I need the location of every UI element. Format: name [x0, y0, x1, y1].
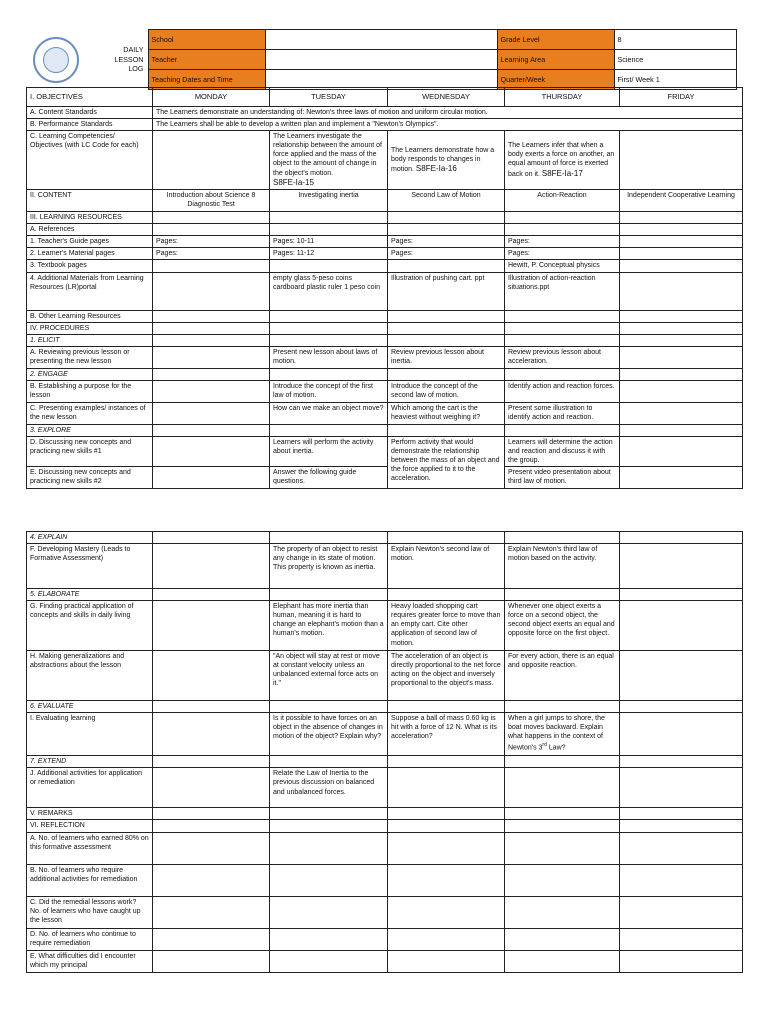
- generalizations-wednesday: The acceleration of an object is directly proportional to the net force acting on the object and inversely proportional to the object's mass.: [388, 651, 505, 701]
- elaborate-label: 5. ELABORATE: [27, 589, 153, 601]
- reflection-a-label: A. No. of learners who earned 80% on this formative assessment: [27, 832, 153, 864]
- presenting-examples-tuesday: How can we make an object move?: [270, 402, 388, 424]
- deped-logo: [26, 30, 86, 90]
- reviewing-lesson-label: A. Reviewing previous lesson or presenting the new lesson: [27, 346, 153, 368]
- teacher-field[interactable]: [265, 50, 497, 70]
- competencies-tuesday: The Learners investigate the relationship between the amount of force applied and the mass of the object to the amount of change in the object's motion. S8FE-Ia-15: [270, 131, 388, 190]
- presenting-examples-label: C. Presenting examples/ instances of the new lesson: [27, 402, 153, 424]
- grade-level-label: Grade Level: [497, 30, 614, 50]
- establishing-purpose-thursday: Identify action and reaction forces.: [505, 380, 620, 402]
- learning-area-label: Learning Area: [497, 50, 614, 70]
- reflection-c-label: C. Did the remedial lessons work? No. of learners who have caught up the lesson: [27, 896, 153, 928]
- additional-materials-tuesday: empty glass 5-peso coins cardboard plastic ruler 1 peso coin: [270, 272, 388, 310]
- textbook-thursday: Hewitt, P. Conceptual physics: [505, 260, 620, 272]
- day-header-tuesday: TUESDAY: [270, 88, 388, 107]
- reviewing-lesson-thursday: Review previous lesson about acceleration.: [505, 346, 620, 368]
- content-thursday: Action-Reaction: [505, 190, 620, 212]
- discussing-skills-2-label: E. Discussing new concepts and practicing new skills #2: [27, 467, 153, 489]
- teachers-guide-label: 1. Teacher's Guide pages: [27, 236, 153, 248]
- objectives-heading: I. OBJECTIVES: [27, 88, 153, 107]
- establishing-purpose-label: B. Establishing a purpose for the lesson: [27, 380, 153, 402]
- establishing-purpose-wednesday: Introduce the concept of the second law of motion.: [388, 380, 505, 402]
- discussing-skills-1-tuesday: Learners will perform the activity about inertia.: [270, 436, 388, 466]
- content-friday: Independent Cooperative Learning: [620, 190, 743, 212]
- competencies-friday: [620, 131, 743, 190]
- day-header-thursday: THURSDAY: [505, 88, 620, 107]
- establishing-purpose-tuesday: Introduce the concept of the first law of motion.: [270, 380, 388, 402]
- quarter-week-value[interactable]: First/ Week 1: [614, 70, 736, 90]
- engage-label: 2. ENGAGE: [27, 368, 153, 380]
- content-monday: Introduction about Science 8 Diagnostic Test: [153, 190, 270, 212]
- additional-activities-label: J. Additional activities for application or remediation: [27, 768, 153, 808]
- performance-standards-label: B. Performance Standards: [27, 119, 153, 131]
- learners-material-tuesday: Pages: 11-12: [270, 248, 388, 260]
- additional-materials-label: 4. Additional Materials from Learning Resources (LR)portal: [27, 272, 153, 310]
- learners-material-wednesday: Pages:: [388, 248, 505, 260]
- explain-label: 4. EXPLAIN: [27, 532, 153, 544]
- developing-mastery-wednesday: Explain Newton's second law of motion.: [388, 544, 505, 589]
- day-header-monday: MONDAY: [153, 88, 270, 107]
- content-label: II. CONTENT: [27, 190, 153, 212]
- explore-label: 3. EXPLORE: [27, 424, 153, 436]
- other-resources-label: B. Other Learning Resources: [27, 310, 153, 322]
- textbook-label: 3. Textbook pages: [27, 260, 153, 272]
- school-field[interactable]: [265, 30, 497, 50]
- additional-activities-tuesday: Relate the Law of Inertia to the previous discussion on balanced and unbalanced forces.: [270, 768, 388, 808]
- daily-lesson-log-title: DAILY LESSON LOG: [114, 44, 144, 74]
- content-tuesday: Investigating inertia: [270, 190, 388, 212]
- school-label: School: [148, 30, 265, 50]
- developing-mastery-tuesday: The property of an object to resist any change in its state of motion. This property is known as inertia.: [270, 544, 388, 589]
- practical-application-wednesday: Heavy loaded shopping cart requires greater force to move than an empty cart. Cite other application of second law of motion.: [388, 601, 505, 651]
- learning-resources-label: III. LEARNING RESOURCES: [27, 212, 153, 224]
- evaluating-learning-thursday: When a girl jumps to shore, the boat moves backward. Explain what happens in the context of Newton's 3rd Law?: [505, 713, 620, 756]
- deped-seal-icon: [33, 37, 79, 83]
- grade-level-value[interactable]: 8: [614, 30, 736, 50]
- quarter-week-label: Quarter/Week: [497, 70, 614, 90]
- discussing-skills-wednesday: Perform activity that would demonstrate the relationship between the mass of an object and the force applied to it to the acceleration.: [388, 436, 505, 488]
- evaluating-learning-wednesday: Suppose a ball of mass 0.60 kg is hit with a force of 12 N. What is its acceleration?: [388, 713, 505, 756]
- teachers-guide-monday: Pages:: [153, 236, 270, 248]
- additional-materials-thursday: Illustration of action-reaction situations.ppt: [505, 272, 620, 310]
- references-label: A. References: [27, 224, 153, 236]
- remarks-label: V. REMARKS: [27, 808, 153, 820]
- reflection-label: VI. REFLECTION: [27, 820, 153, 832]
- content-wednesday: Second Law of Motion: [388, 190, 505, 212]
- learners-material-monday: Pages:: [153, 248, 270, 260]
- competencies-wednesday: The Learners demonstrate how a body responds to changes in motion. S8FE-Ia-16: [388, 131, 505, 190]
- generalizations-tuesday: "An object will stay at rest or move at constant velocity unless an unbalanced external force acts on it.": [270, 651, 388, 701]
- teacher-label: Teacher: [148, 50, 265, 70]
- discussing-skills-2-thursday: Present video presentation about third law of motion.: [505, 467, 620, 489]
- reflection-d-label: D. No. of learners who continue to require remediation: [27, 928, 153, 950]
- additional-materials-wednesday: Illustration of pushing cart. ppt: [388, 272, 505, 310]
- presenting-examples-thursday: Present some illustration to identify action and reaction.: [505, 402, 620, 424]
- discussing-skills-1-label: D. Discussing new concepts and practicing new skills #1: [27, 436, 153, 466]
- generalizations-label: H. Making generalizations and abstractions about the lesson: [27, 651, 153, 701]
- learners-material-label: 2. Learner's Material pages: [27, 248, 153, 260]
- practical-application-thursday: Whenever one object exerts a force on a second object, the second object exerts an equal and opposite force on the first object.: [505, 601, 620, 651]
- procedures-label: IV. PROCEDURES: [27, 322, 153, 334]
- elicit-label: 1. ELICIT: [27, 334, 153, 346]
- discussing-skills-2-tuesday: Answer the following guide questions.: [270, 467, 388, 489]
- reviewing-lesson-wednesday: Review previous lesson about inertia.: [388, 346, 505, 368]
- teachers-guide-wednesday: Pages:: [388, 236, 505, 248]
- reviewing-lesson-tuesday: Present new lesson about laws of motion.: [270, 346, 388, 368]
- content-standards-text: The Learners demonstrate an understanding of: Newton's three laws of motion and uniform circular motion.: [153, 107, 743, 119]
- practical-application-label: G. Finding practical application of concepts and skills in daily living: [27, 601, 153, 651]
- evaluate-label: 6. EVALUATE: [27, 701, 153, 713]
- generalizations-thursday: For every action, there is an equal and opposite reaction.: [505, 651, 620, 701]
- day-header-friday: FRIDAY: [620, 88, 743, 107]
- teachers-guide-thursday: Pages:: [505, 236, 620, 248]
- developing-mastery-thursday: Explain Newton's third law of motion based on the activity.: [505, 544, 620, 589]
- lesson-plan-table-1: [26, 87, 743, 489]
- lesson-plan-table-2: [26, 531, 743, 973]
- day-header-wednesday: WEDNESDAY: [388, 88, 505, 107]
- teachers-guide-tuesday: Pages: 10-11: [270, 236, 388, 248]
- performance-standards-text: The Learners shall be able to develop a written plan and implement a "Newton's Olympics".: [153, 119, 743, 131]
- evaluating-learning-tuesday: Is it possible to have forces on an object in the absence of changes in motion of the object? Explain why?: [270, 713, 388, 756]
- practical-application-tuesday: Elephant has more inertia than human, meaning it is hard to change an elephant's motion than a human's motion.: [270, 601, 388, 651]
- teaching-dates-label: Teaching Dates and Time: [148, 70, 265, 90]
- learners-material-thursday: Pages:: [505, 248, 620, 260]
- competencies-label: C. Learning Competencies/ Objectives (with LC Code for each): [27, 131, 153, 190]
- extend-label: 7. EXTEND: [27, 756, 153, 768]
- learning-area-value[interactable]: Science: [614, 50, 736, 70]
- competencies-thursday: The Learners infer that when a body exerts a force on another, an equal amount of force is exerted back on it. S8FE-Ia-17: [505, 131, 620, 190]
- reflection-b-label: B. No. of learners who require additional activities for remediation: [27, 864, 153, 896]
- header-table: [26, 29, 737, 90]
- reflection-e-label: E. What difficulties did I encounter which my principal: [27, 950, 153, 972]
- developing-mastery-label: F. Developing Mastery (Leads to Formative Assessment): [27, 544, 153, 589]
- discussing-skills-1-thursday: Learners will determine the action and reaction and discuss it with the group.: [505, 436, 620, 466]
- content-standards-label: A. Content Standards: [27, 107, 153, 119]
- evaluating-learning-label: I. Evaluating learning: [27, 713, 153, 756]
- presenting-examples-wednesday: Which among the cart is the heaviest without weighing it?: [388, 402, 505, 424]
- competencies-monday: [153, 131, 270, 190]
